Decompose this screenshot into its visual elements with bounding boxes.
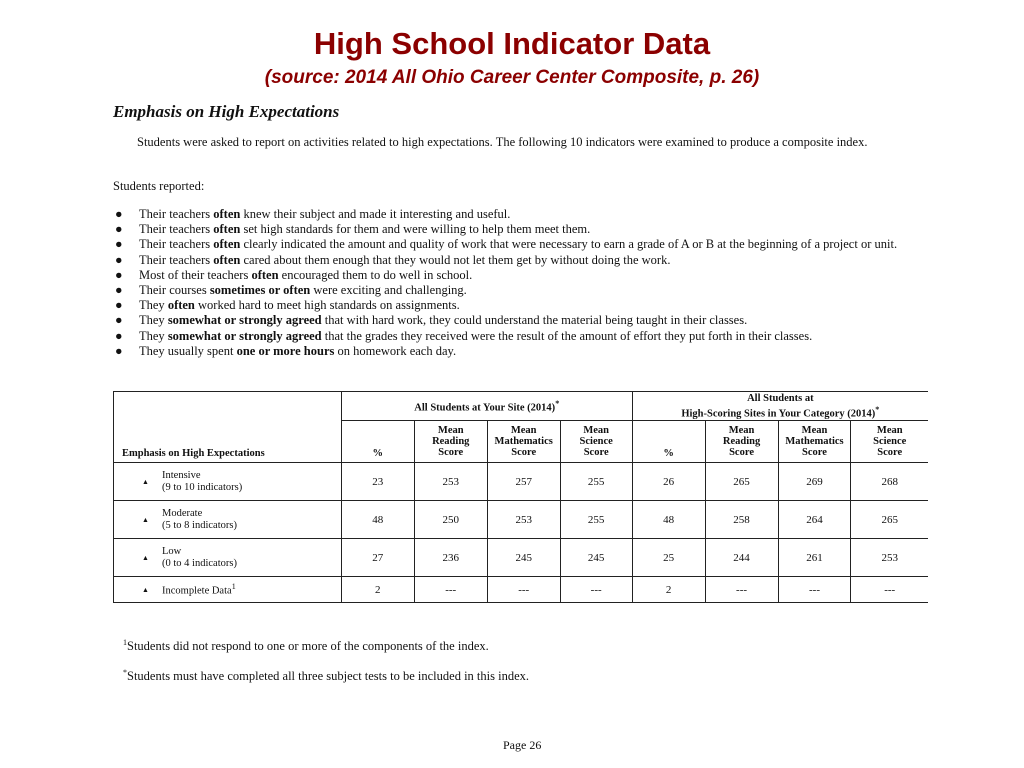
- students-reported-label: Students reported:: [113, 179, 205, 193]
- bullet-icon: ●: [115, 267, 123, 282]
- bullet-icon: ●: [115, 207, 123, 221]
- column-header-percent: %: [341, 421, 414, 463]
- table-cell: 255: [560, 501, 632, 539]
- table-cell: 2: [632, 577, 705, 603]
- table-cell: 236: [414, 539, 487, 577]
- indicator-item: ● Most of their teachers often encouraged them to do well in school.: [115, 267, 473, 282]
- row-label: ▲ Incomplete Data$^1$: [114, 577, 342, 603]
- table-cell: 244: [705, 539, 778, 577]
- row-label: ▲ Intensive (9 to 10 indicators): [114, 463, 342, 501]
- table-cell: ---: [487, 577, 560, 603]
- indicator-item: ● Their courses sometimes or often were exciting and challenging.: [115, 283, 467, 298]
- table-cell: 23: [341, 463, 414, 501]
- table-cell: 25: [632, 539, 705, 577]
- table-cell: 265: [851, 501, 928, 539]
- indicator-item: ● They usually spent one or more hours on homework each day.: [115, 343, 457, 358]
- indicator-item: ● They often worked hard to meet high standards on assignments.: [115, 298, 460, 313]
- table-cell: 261: [778, 539, 851, 577]
- table-cell: ---: [560, 577, 632, 603]
- table-cell: 245: [487, 539, 560, 577]
- indicator-item: ● Their teachers often cared about them enough that they would not let them get by without doing the work.: [115, 252, 671, 267]
- page-number: Page 26: [503, 738, 542, 752]
- column-header-mathematics: Mean Mathematics Score: [778, 421, 851, 463]
- indicator-item: ● Their teachers often clearly indicated the amount and quality of work that were necessary to earn a grade of A or B at the beginning of a project or unit.: [115, 237, 898, 252]
- table-cell: 26: [632, 463, 705, 501]
- group-header-high-scoring: All Students at High-Scoring Sites in Your Category (2014)*: [632, 392, 928, 421]
- table-row: [114, 463, 929, 501]
- table-row: [114, 539, 929, 577]
- column-header-reading: Mean Reading Score: [414, 421, 487, 463]
- table-cell: ---: [851, 577, 928, 603]
- indicator-item: ● They somewhat or strongly agreed that the grades they received were the result of the amount of effort they put forth in their classes.: [115, 328, 813, 343]
- section-heading: Emphasis on High Expectations: [113, 102, 340, 121]
- triangle-bullet-icon: ▲: [142, 553, 149, 562]
- triangle-bullet-icon: ▲: [142, 585, 149, 594]
- column-header-science: Mean Science Score: [560, 421, 632, 463]
- bullet-icon: ●: [115, 252, 123, 267]
- group-header-site: All Students at Your Site (2014)*: [341, 392, 632, 421]
- table-cell: 253: [851, 539, 928, 577]
- table-cell: ---: [778, 577, 851, 603]
- table-cell: 253: [487, 501, 560, 539]
- indicator-list: [113, 207, 958, 359]
- column-header-reading: Mean Reading Score: [705, 421, 778, 463]
- column-header-percent: %: [632, 421, 705, 463]
- page-title: High School Indicator Data: [313, 26, 711, 61]
- footnote-1: $^1$Students did not respond to one or more of the components of the index.: [123, 638, 489, 654]
- indicator-item: ● They somewhat or strongly agreed that with hard work, they could understand the material being taught in their classes.: [115, 313, 748, 328]
- bullet-icon: ●: [115, 283, 123, 298]
- table-row: [114, 577, 929, 603]
- table-cell: 27: [341, 539, 414, 577]
- column-header-mathematics: Mean Mathematics Score: [487, 421, 560, 463]
- table-cell: 264: [778, 501, 851, 539]
- table-body: [114, 463, 929, 603]
- intro-paragraph: Students were asked to report on activities related to high expectations. The following 10 indicators were examined to produce a composite index.: [137, 135, 868, 149]
- bullet-icon: ●: [115, 313, 123, 328]
- table-cell: 269: [778, 463, 851, 501]
- footnote-2: *Students must have completed all three subject tests to be included in this index.: [123, 668, 530, 684]
- row-label: ▲ Low (0 to 4 indicators): [114, 539, 342, 577]
- table-cell: 2: [341, 577, 414, 603]
- triangle-bullet-icon: ▲: [142, 477, 149, 486]
- table-cell: 245: [560, 539, 632, 577]
- table-cell: 255: [560, 463, 632, 501]
- bullet-icon: ●: [115, 328, 123, 343]
- results-table: [113, 391, 928, 603]
- table-cell: ---: [705, 577, 778, 603]
- bullet-icon: ●: [115, 222, 123, 237]
- bullet-icon: ●: [115, 298, 123, 313]
- table-cell: 253: [414, 463, 487, 501]
- indicator-item: ● Their teachers often knew their subject and made it interesting and useful.: [115, 207, 511, 221]
- row-label: ▲ Moderate (5 to 8 indicators): [114, 501, 342, 539]
- table-cell: 258: [705, 501, 778, 539]
- bullet-icon: ●: [115, 237, 123, 252]
- table-cell: 268: [851, 463, 928, 501]
- row-header: Emphasis on High Expectations: [114, 392, 342, 463]
- column-header-science: Mean Science Score: [851, 421, 928, 463]
- table-cell: 250: [414, 501, 487, 539]
- bullet-icon: ●: [115, 343, 123, 358]
- triangle-bullet-icon: ▲: [142, 515, 149, 524]
- table-cell: 257: [487, 463, 560, 501]
- page-subtitle: (source: 2014 All Ohio Career Center Composite, p. 26): [264, 67, 760, 88]
- table-row: [114, 501, 929, 539]
- table-cell: ---: [414, 577, 487, 603]
- indicator-item: ● Their teachers often set high standards for them and were willing to help them meet them.: [115, 222, 591, 237]
- table-cell: 48: [341, 501, 414, 539]
- table-cell: 265: [705, 463, 778, 501]
- table-cell: 48: [632, 501, 705, 539]
